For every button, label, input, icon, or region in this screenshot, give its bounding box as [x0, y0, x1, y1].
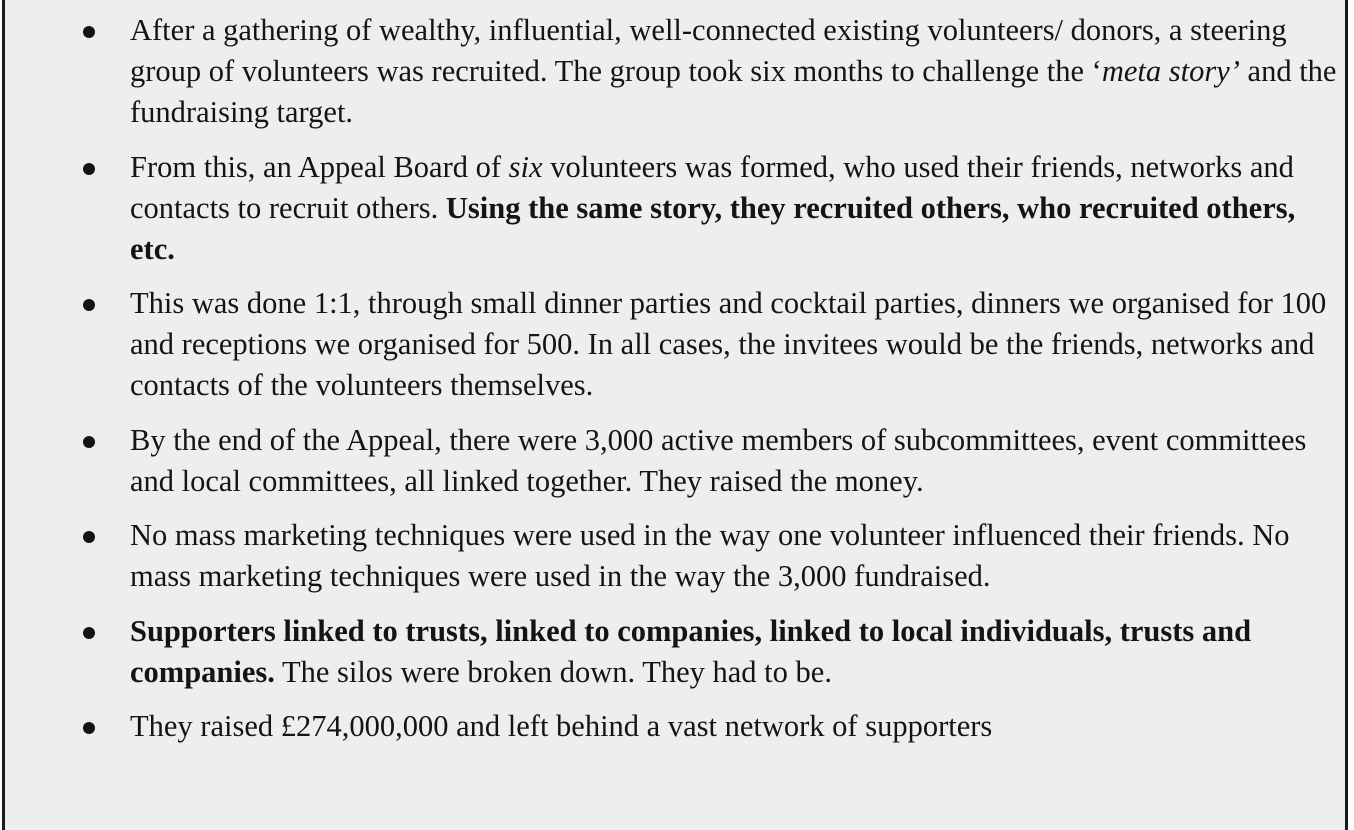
- text-segment: and the fundraising target.: [130, 54, 1337, 129]
- bullet-dot-icon: [83, 627, 95, 639]
- bold-text-segment: Supporters linked to trusts, linked to companies, linked to local individuals, trusts and companies.: [130, 613, 1252, 689]
- bullet-item-no-mass-marketing: [5, 515, 1345, 597]
- bullet-list: [5, 10, 1345, 761]
- bold-text-segment: Using the same story, they recruited others, who recruited others, etc.: [130, 190, 1296, 266]
- text-segment: By the end of the Appeal, there were 3,000 active members of subcommittees, event committees and local committees, all linked together. They raised the money.: [130, 422, 1307, 498]
- content-panel: [2, 0, 1348, 830]
- bullet-item-gathering: [5, 10, 1345, 133]
- italic-text-segment: six: [508, 149, 543, 184]
- text-segment: This was done 1:1, through small dinner parties and cocktail parties, dinners we organised for 100 and receptions we organised for 500. In all cases, the invitees would be the friends, networks and contacts of the volunteers themselves.: [130, 286, 1327, 402]
- bullet-item-amount-raised: [5, 706, 1345, 747]
- text-segment: After a gathering of wealthy, influential, well-connected existing volunteers/ donors, a steering group of volunteers was recruited. The group took six months to challenge the ‘: [130, 13, 1287, 88]
- bullet-dot-icon: [83, 299, 95, 311]
- text-segment: volunteers was formed, who used their friends, networks and contacts to recruit others.: [130, 149, 1294, 225]
- text-segment: No mass marketing techniques were used in the way one volunteer influenced their friends. No mass marketing techniques were used in the way the 3,000 fundraised.: [130, 518, 1290, 593]
- italic-text-segment: meta story’: [1101, 54, 1240, 88]
- text-segment: From this, an Appeal Board of: [130, 149, 509, 184]
- bullet-dot-icon: [83, 436, 95, 448]
- bullet-dot-icon: [83, 531, 95, 543]
- text-segment: They raised £274,000,000 and left behind a vast network of supporters: [130, 709, 993, 743]
- text-segment: The silos were broken down. They had to be.: [274, 654, 832, 689]
- bullet-dot-icon: [83, 26, 95, 38]
- bullet-item-supporters-linked: [5, 611, 1345, 693]
- bullet-item-active-members: [5, 420, 1345, 502]
- bullet-dot-icon: [83, 722, 95, 734]
- bullet-dot-icon: [83, 163, 95, 175]
- bullet-item-appeal-board: [5, 147, 1345, 270]
- bullet-item-dinner-parties: [5, 283, 1345, 406]
